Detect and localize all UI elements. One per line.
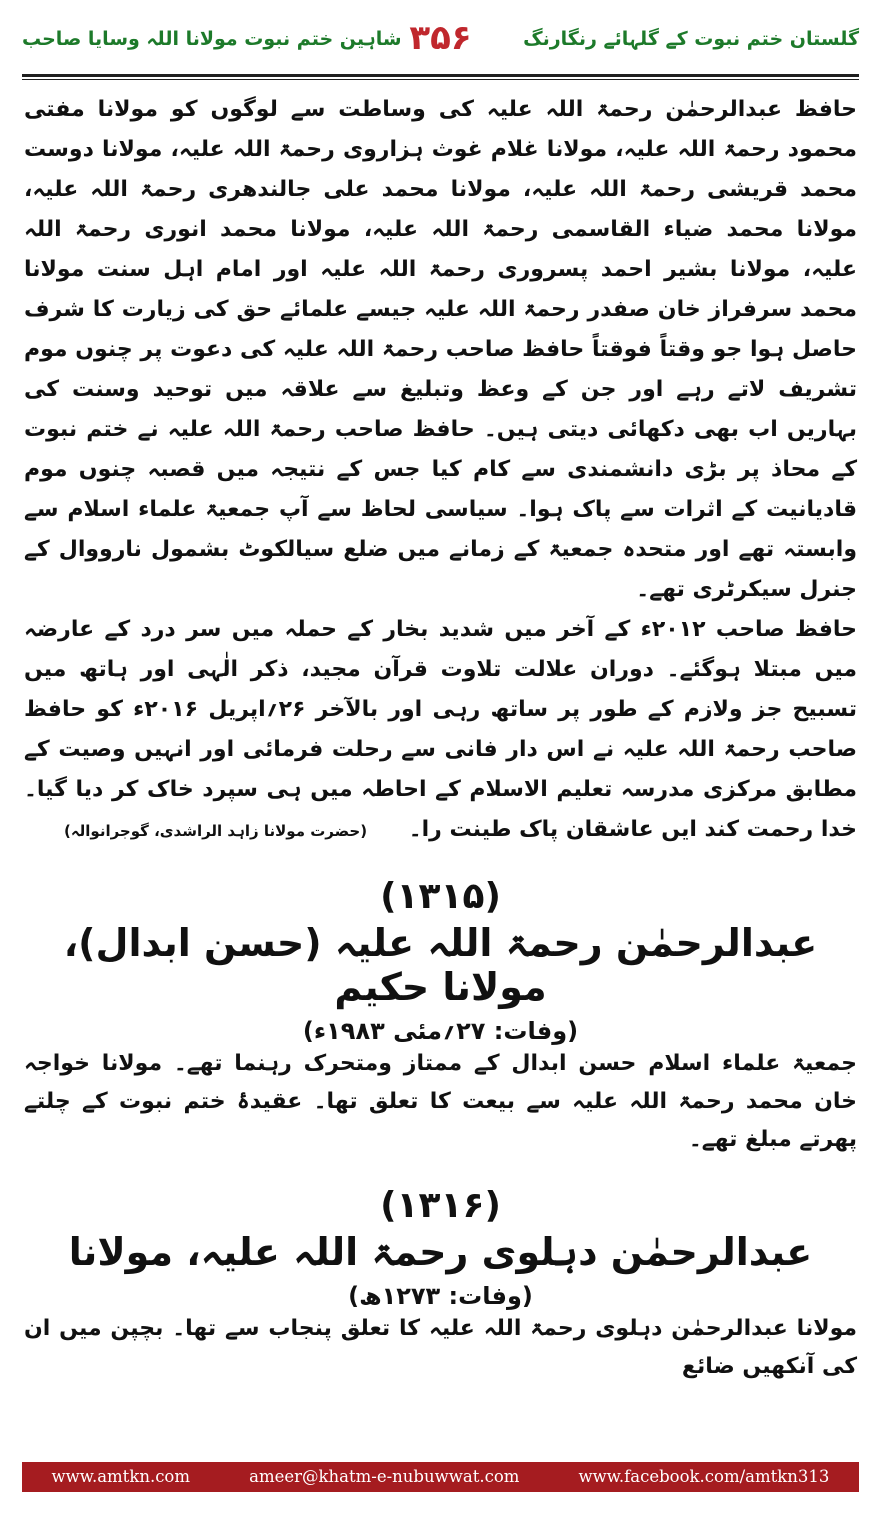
citation: (حضرت مولانا زاہد الراشدی، گوجرانوالہ): [64, 822, 368, 840]
page-footer: [22, 1462, 859, 1492]
page-number: ۳۵۶: [409, 18, 472, 58]
body-paragraph: حافظ صاحب ۲۰۱۲ء کے آخر میں شدید بخار کے حملہ میں سر درد کے عارضہ میں مبتلا ہوگئے۔ دوران علالت تلاوت قرآن مجید، ذکر الٰہی اور ہاتھ میں تسبیح جز ولازم کے طور پر ساتھ رہی اور بالآخر ۲۶؍اپریل ۲۰۱۶ء کو حافظ صاحب رحمۃ اللہ علیہ نے اس دار فانی سے رحلت فرمائی اور انہیں وصیت کے مطابق مرکزی مدرسہ تعلیم الاسلام کے احاطہ میں ہی سپرد خاک کر دیا گیا۔ خدا رحمت کند ایں عاشقان پاک طینت را۔: [24, 617, 858, 842]
entry-title: عبدالرحمٰن رحمۃ اللہ علیہ (حسن ابدال)، مولانا حکیم: [63, 921, 818, 1009]
entry-death-date: (وفات: ۲۷؍مئی ۱۹۸۳ء): [302, 1017, 579, 1045]
entry-death-date: (وفات: ۱۲۷۳ھ): [348, 1282, 533, 1310]
entry-number: (۱۳۱۶): [380, 1185, 501, 1226]
entry-number: (۱۳۱۵): [380, 876, 501, 917]
book-title: گلستان ختم نبوت کے گلہائے رنگارنگ: [523, 28, 859, 50]
header-divider-thin: [22, 79, 859, 80]
facebook-link[interactable]: www.facebook.com/amtkn313: [578, 1467, 830, 1486]
page-header: [22, 18, 859, 70]
page-content: [24, 90, 857, 1386]
author-title: شاہین ختم نبوت مولانا اللہ وسایا صاحب: [22, 28, 402, 50]
header-divider: [22, 74, 859, 77]
body-paragraph: حافظ عبدالرحمٰن رحمۃ اللہ علیہ کی وساطت سے لوگوں کو مولانا مفتی محمود رحمۃ اللہ علیہ، مولانا غلام غوث ہزاروی رحمۃ اللہ علیہ، مولانا دوست محمد قریشی رحمۃ اللہ علیہ، مولانا محمد علی جالندھری رحمۃ اللہ علیہ، مولانا محمد ضیاء القاسمی رحمۃ اللہ علیہ، مولانا محمد انوری رحمۃ اللہ علیہ، مولانا بشیر احمد پسروری رحمۃ اللہ علیہ اور امام اہل سنت مولانا محمد سرفراز خان صفدر رحمۃ اللہ علیہ جیسے علمائے حق کی زیارت کا شرف حاصل ہوا جو وقتاً فوقتاً حافظ صاحب رحمۃ اللہ علیہ کی دعوت پر چنوں موم تشریف لاتے رہے اور جن کے وعظ وتبلیغ سے علاقہ میں توحید وسنت کی بہاریں اب بھی دکھائی دیتی ہیں۔ حافظ صاحب رحمۃ اللہ علیہ نے ختم نبوت کے محاذ پر بڑی دانشمندی سے کام کیا جس کے نتیجہ میں قصبہ چنوں موم قادیانیت کے اثرات سے پاک ہوا۔ سیاسی لحاظ سے آپ جمعیۃ علماء اسلام سے وابستہ تھے اور متحدہ جمعیۃ کے زمانے میں ضلع سیالکوٹ بشمول نارووال کے جنرل سیکرٹری تھے۔: [24, 97, 857, 602]
entry-body: جمعیۃ علماء اسلام حسن ابدال کے ممتاز ومتحرک رہنما تھے۔ مولانا خواجہ خان محمد رحمۃ اللہ علیہ سے بیعت کا تعلق تھا۔ عقیدۂ ختم نبوت کے چلتے پھرتے مبلغ تھے۔: [24, 1051, 857, 1152]
email-link[interactable]: ameer@khatm-e-nubuwwat.com: [249, 1467, 520, 1486]
entry-title: عبدالرحمٰن دہلوی رحمۃ اللہ علیہ، مولانا: [68, 1230, 813, 1274]
entry-body: مولانا عبدالرحمٰن دہلوی رحمۃ اللہ علیہ کا تعلق پنجاب سے تھا۔ بچپن میں ان کی آنکھیں ضائع: [24, 1316, 857, 1379]
website-link[interactable]: www.amtkn.com: [51, 1467, 191, 1486]
